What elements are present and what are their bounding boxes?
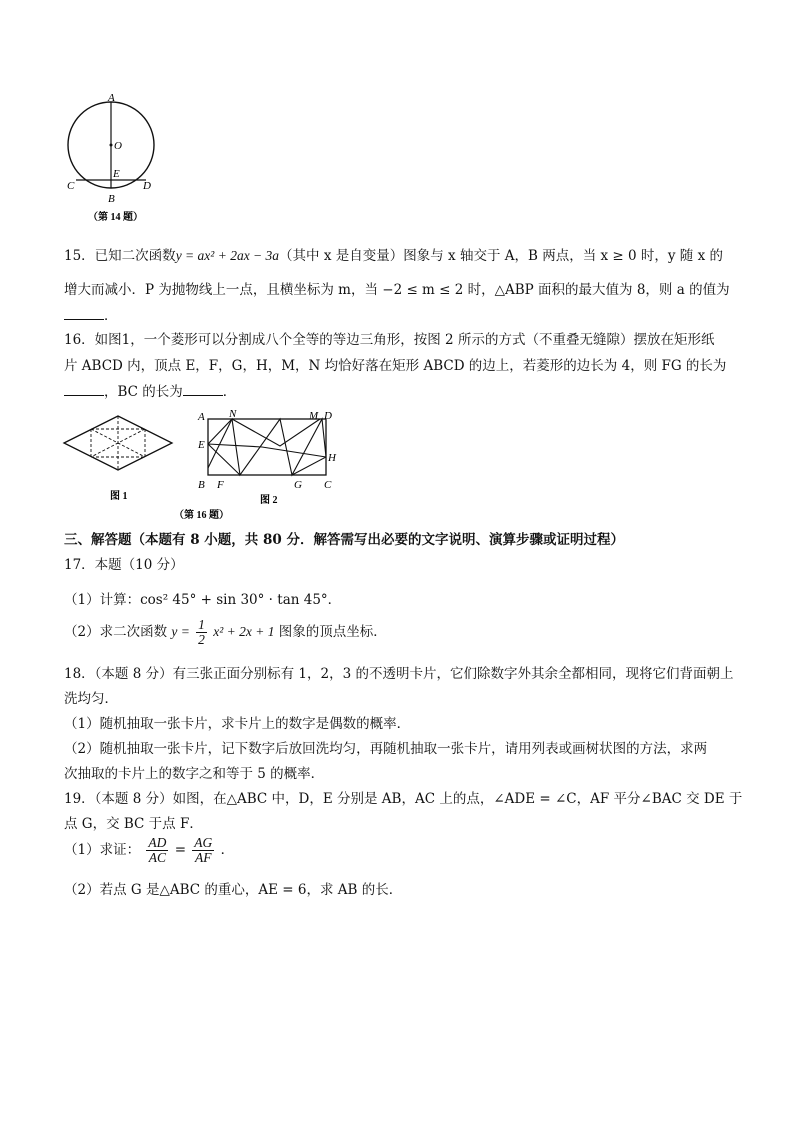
q15-line3: [64, 304, 118, 324]
q18-line1: 18．（本题 8 分）有三张正面分别标有 1，2，3 的不透明卡片，它们除数字外其余全都相同，现将它们背面朝上: [64, 666, 734, 682]
q16-line2: 片 ABCD 内，顶点 E，F，G，H，M，N 均恰好落在矩形 ABCD 的边上，若菱形的边长为 4，则 FG 的长为: [64, 358, 727, 374]
q17-fraction: [196, 618, 207, 647]
q17-title: 17．本题（10 分）: [64, 557, 184, 573]
label-G: G: [294, 479, 302, 491]
q17-eq-lhs: y =: [171, 624, 190, 640]
label-E: E: [198, 439, 205, 451]
q17-part2-suffix: 图象的顶点坐标．: [278, 624, 387, 641]
q17-frac-num: 1: [198, 617, 205, 632]
q15-equation: y = ax² + 2ax − 3a: [175, 248, 280, 263]
label-F: F: [217, 479, 224, 491]
q16-period: ．: [222, 384, 237, 400]
label-H: H: [328, 452, 336, 464]
q15-answer-blank: [64, 307, 104, 320]
q18-line2: 洗均匀．: [64, 691, 118, 707]
q17-part2: [64, 618, 387, 647]
q19-part1: [64, 836, 234, 865]
q16-line3: [64, 380, 236, 400]
center-point: [110, 144, 113, 147]
q17-eq-rhs: x² + 2x + 1: [213, 624, 275, 640]
label-D: D: [143, 180, 151, 192]
label-C: C: [324, 479, 332, 491]
q17-part1: （1）计算：cos² 45° + sin 30° · tan 45°．: [64, 592, 342, 608]
label-E: E: [113, 168, 120, 180]
figure-14-circle: [62, 92, 162, 232]
rectangle-figure-2: [197, 408, 337, 506]
q15-line1: [64, 244, 723, 264]
label-B: B: [198, 479, 205, 491]
figure-1-caption: 图 1: [110, 491, 128, 502]
figure-14-caption: （第 14 题）: [88, 212, 143, 223]
section-3-heading: 三、解答题（本题有 8 小题，共 80 分．解答需写出必要的文字说明、演算步骤或证明过程）: [64, 532, 624, 548]
q19-equals: =: [174, 842, 186, 859]
q17-part2-prefix: （2）求二次函数: [64, 624, 168, 641]
label-M: M: [309, 410, 319, 422]
label-A: A: [108, 92, 115, 104]
q19-fraction-2: [192, 836, 214, 865]
label-C: C: [67, 180, 75, 192]
q16-line1: 16．如图1，一个菱形可以分割成八个全等的等边三角形，按图 2 所示的方式（不重叠无缝隙）摆放在矩形纸: [64, 332, 715, 348]
label-N: N: [229, 408, 237, 420]
q18-part2-line2: 次抽取的卡片上的数字之和等于 5 的概率．: [64, 766, 325, 782]
label-B: B: [108, 193, 115, 205]
q19-frac1-num: AD: [148, 835, 167, 850]
label-D: D: [324, 410, 332, 422]
q19-part2: （2）若点 G 是△ABC 的重心，AE = 6，求 AB 的长．: [64, 882, 403, 898]
q19-line1: 19．（本题 8 分）如图，在△ABC 中，D，E 分别是 AB，AC 上的点，∠ADE = ∠C，AF 平分∠BAC 交 DE 于: [64, 791, 743, 807]
figure-16-caption: （第 16 题）: [174, 510, 229, 521]
q18-part1: （1）随机抽取一张卡片，求卡片上的数字是偶数的概率．: [64, 716, 411, 732]
figure-16: [62, 406, 352, 522]
q19-part1-end: ．: [220, 842, 235, 859]
q15-text-a: 15．已知二次函数: [64, 248, 176, 264]
q18-part2-line1: （2）随机抽取一张卡片，记下数字后放回洗均匀，再随机抽取一张卡片，请用列表或画树状图的方法，求两: [64, 741, 708, 757]
q19-frac1-den: AC: [148, 850, 167, 866]
q19-frac2-den: AF: [195, 850, 212, 866]
label-O: O: [114, 140, 122, 152]
q19-line2: 点 G，交 BC 于点 F．: [64, 816, 203, 832]
q19-frac2-num: AG: [194, 835, 213, 850]
q16-blank-bc: [183, 383, 223, 396]
q15-period: ．: [104, 308, 118, 324]
q19-fraction-1: [146, 836, 168, 865]
q19-part1-prefix: （1）求证：: [64, 842, 141, 859]
q15-line2: 增大而减小．P 为抛物线上一点，且横坐标为 m，当 −2 ≤ m ≤ 2 时，△ABP 面积的最大值为 8，则 a 的值为: [64, 282, 730, 298]
label-A: A: [198, 411, 205, 423]
rhombus-figure-1: [62, 415, 174, 502]
q16-blank-fg: [64, 383, 104, 396]
q16-text-bc: ，BC 的长为: [104, 384, 183, 400]
figure-2-caption: 图 2: [260, 495, 278, 506]
q15-text-b: （其中 x 是自变量）图象与 x 轴交于 A，B 两点，当 x ≥ 0 时，y 随 x 的: [279, 248, 723, 264]
q17-frac-den: 2: [198, 632, 205, 648]
